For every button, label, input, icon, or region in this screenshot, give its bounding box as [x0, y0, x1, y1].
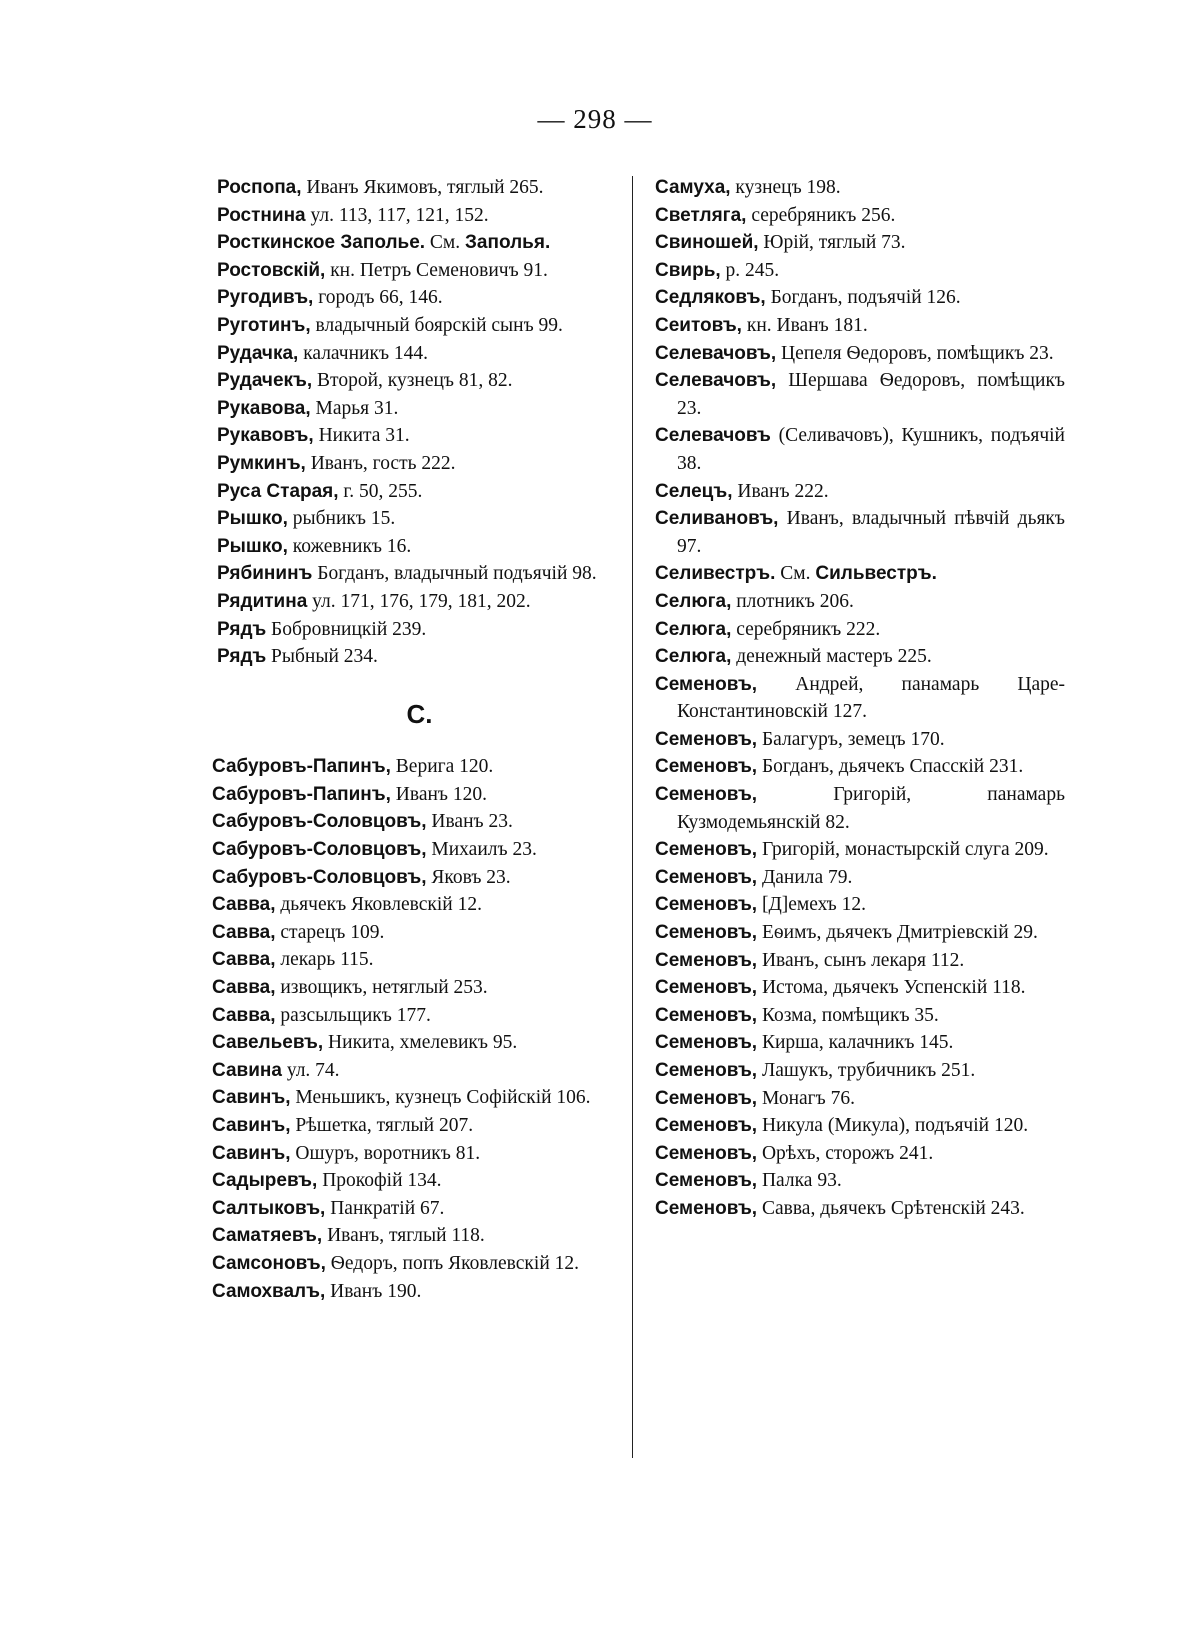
entry-text: Ѳедоръ, попъ Яковлевскій 12. — [325, 1252, 580, 1274]
entry-headword: Савва, — [212, 921, 276, 943]
entry-text: Никита, хмелевикъ 95. — [323, 1032, 518, 1054]
entry-text: Меньшикъ, кузнецъ Софійскій 106. — [290, 1087, 591, 1109]
entry-headword: Семеновъ, — [655, 839, 758, 861]
index-entry — [655, 1167, 1065, 1195]
entry-text: Марья 31. — [310, 397, 399, 419]
index-entry — [212, 1057, 622, 1085]
entry-text: разсыльщикъ 177. — [275, 1004, 431, 1026]
entry-headword: Росткинское Заполье. — [217, 232, 426, 254]
entry-headword: Семеновъ, — [655, 728, 758, 750]
index-entry — [655, 560, 1065, 588]
entry-cross-reference: Сильвестръ. — [815, 563, 937, 585]
entry-text: лекарь 115. — [275, 949, 374, 971]
index-entry — [655, 671, 1065, 726]
index-entry — [212, 891, 622, 919]
entry-headword: Семеновъ, — [655, 784, 758, 806]
entry-headword: Семеновъ, — [655, 756, 758, 778]
entry-text: Истома, дьячекъ Успенскій 118. — [757, 977, 1026, 999]
entry-headword: Семеновъ, — [655, 1170, 758, 1192]
entry-headword: Сабуровъ-Соловцовъ, — [212, 811, 427, 833]
entry-headword: Рышко, — [217, 535, 288, 557]
index-entry — [212, 753, 622, 781]
page-number: — 298 — — [537, 104, 653, 134]
index-entry — [212, 1278, 622, 1306]
right-entries — [655, 174, 1065, 1223]
entry-text: Иванъ 120. — [390, 783, 487, 805]
entry-text: владычный боярскій сынъ 99. — [310, 314, 563, 336]
index-entry — [212, 1084, 622, 1112]
entry-text: Григорій, монастырскій слуга 209. — [757, 839, 1049, 861]
column-divider — [632, 176, 633, 1458]
entry-headword: Семеновъ, — [655, 977, 758, 999]
entry-headword: Селивестръ. — [655, 563, 776, 585]
entry-text: плотникъ 206. — [731, 590, 854, 612]
entry-text: серебряникъ 222. — [731, 618, 881, 640]
entry-headword: Савинъ, — [212, 1142, 291, 1164]
index-entry — [655, 643, 1065, 671]
index-entry — [212, 781, 622, 809]
entry-text: Михаилъ 23. — [426, 839, 537, 861]
entry-text: Шершава Ѳедоровъ, помѣщикъ 23. — [677, 370, 1065, 419]
index-entry — [217, 588, 622, 616]
entry-text: Балагуръ, земецъ 170. — [757, 728, 945, 750]
entry-text: Никула (Микула), подъячій 120. — [757, 1115, 1029, 1137]
index-entry — [212, 1195, 622, 1223]
index-entry — [217, 560, 622, 588]
index-entry — [655, 478, 1065, 506]
entry-text: денежный мастеръ 225. — [731, 646, 932, 668]
index-entry — [655, 367, 1065, 422]
index-entry — [217, 505, 622, 533]
entry-headword: Самуха, — [655, 177, 731, 198]
entry-headword: Рядитина — [217, 590, 308, 612]
left-entries-bottom — [212, 753, 622, 1305]
entry-text: ул. 74. — [281, 1059, 340, 1081]
index-entry — [217, 257, 622, 285]
entry-headword: Самохвалъ, — [212, 1280, 326, 1302]
entry-text: Богданъ, подъячій 126. — [765, 287, 961, 309]
entry-text: Второй, кузнецъ 81, 82. — [312, 370, 513, 392]
index-entry — [212, 919, 622, 947]
entry-text: Юрій, тяглый 73. — [758, 232, 906, 254]
entry-headword: Селецъ, — [655, 480, 733, 502]
entry-headword: Семеновъ, — [655, 1197, 758, 1219]
entry-headword: Семеновъ, — [655, 1032, 758, 1054]
entry-text: Иванъ, тяглый 118. — [322, 1225, 485, 1247]
index-entry — [217, 312, 622, 340]
entry-text: Иванъ 190. — [325, 1280, 422, 1302]
entry-headword: Свирь, — [655, 259, 721, 281]
index-entry — [655, 229, 1065, 257]
index-entry — [655, 505, 1065, 560]
entry-text: дьячекъ Яковлевскій 12. — [275, 894, 482, 916]
entry-headword: Руса Старая, — [217, 480, 339, 502]
index-entry — [655, 340, 1065, 368]
index-entry — [655, 1140, 1065, 1168]
index-entry — [655, 1029, 1065, 1057]
entry-headword: Рядъ — [217, 618, 267, 640]
entry-headword: Савельевъ, — [212, 1032, 324, 1054]
entry-text: Яковъ 23. — [426, 866, 511, 888]
right-column — [655, 174, 1065, 1223]
entry-text: Иванъ, сынъ лекаря 112. — [757, 949, 965, 971]
index-entry — [217, 284, 622, 312]
index-entry — [655, 284, 1065, 312]
entry-headword: Савинъ, — [212, 1115, 291, 1136]
entry-text: См. — [775, 563, 816, 585]
entry-headword: Саматяевъ, — [212, 1225, 323, 1247]
entry-text: г. 50, 255. — [338, 480, 423, 502]
index-entry — [217, 340, 622, 368]
entry-text: старецъ 109. — [275, 921, 385, 943]
entry-headword: Руготинъ, — [217, 314, 311, 336]
entry-text: (Селивачовъ), Кушникъ, подъячій 38. — [677, 425, 1065, 474]
entry-text: Иванъ, гость 222. — [305, 452, 456, 474]
index-entry — [655, 781, 1065, 836]
index-entry — [212, 1112, 622, 1140]
section-letter: С. — [406, 698, 433, 729]
entry-headword: Сабуровъ-Соловцовъ, — [212, 866, 427, 888]
index-entry — [655, 753, 1065, 781]
index-entry — [655, 974, 1065, 1002]
index-entry — [217, 450, 622, 478]
index-entry — [217, 643, 622, 671]
index-entry — [212, 864, 622, 892]
entry-text: Прокофій 134. — [317, 1170, 442, 1192]
index-entry — [217, 395, 622, 423]
index-entry — [655, 422, 1065, 477]
entry-text: Иванъ 23. — [426, 811, 513, 833]
entry-headword: Савинъ, — [212, 1087, 291, 1109]
entry-headword: Савва, — [212, 949, 276, 971]
entry-headword: Селивановъ, — [655, 508, 779, 530]
entry-text: Козма, помѣщикъ 35. — [757, 1004, 939, 1026]
index-entry — [655, 836, 1065, 864]
entry-text: Кирша, калачникъ 145. — [757, 1032, 954, 1054]
index-entry — [217, 478, 622, 506]
index-entry — [212, 1029, 622, 1057]
index-entry — [655, 726, 1065, 754]
index-entry — [655, 1112, 1065, 1140]
entry-headword: Рышко, — [217, 508, 288, 530]
entry-headword: Ростовскій, — [217, 259, 326, 281]
entry-text: кожевникъ 16. — [287, 535, 412, 557]
entry-headword: Семеновъ, — [655, 1087, 758, 1109]
index-entry — [655, 1195, 1065, 1223]
index-entry — [217, 367, 622, 395]
entry-headword: Селевачовъ, — [655, 370, 777, 392]
entry-text: Еѳимъ, дьячекъ Дмитріевскій 29. — [757, 922, 1038, 944]
left-column — [212, 174, 622, 1305]
entry-headword: Сеитовъ, — [655, 314, 742, 336]
entry-headword: Самсоновъ, — [212, 1252, 326, 1274]
index-entry — [655, 864, 1065, 892]
entry-text: Богданъ, дьячекъ Спасскій 231. — [757, 756, 1024, 778]
entry-text: р. 245. — [720, 259, 780, 281]
index-entry — [655, 202, 1065, 230]
index-entry — [212, 1222, 622, 1250]
entry-text: кузнецъ 198. — [730, 177, 841, 198]
index-entry — [212, 1250, 622, 1278]
index-entry — [655, 257, 1065, 285]
entry-headword: Семеновъ, — [655, 1142, 758, 1164]
entry-text: Данила 79. — [757, 866, 853, 888]
entry-text: извощикъ, нетяглый 253. — [275, 977, 488, 999]
entry-headword: Савва, — [212, 977, 276, 999]
index-entry — [655, 1085, 1065, 1113]
entry-text: кн. Иванъ 181. — [741, 314, 868, 336]
index-entry — [217, 422, 622, 450]
entry-headword: Седляковъ, — [655, 287, 766, 309]
index-entry — [217, 202, 622, 230]
entry-headword: Селюга, — [655, 646, 732, 668]
entry-headword: Свиношей, — [655, 232, 759, 254]
entry-headword: Савва, — [212, 894, 276, 916]
entry-text: Богданъ, владычный подъячій 98. — [312, 563, 597, 585]
entry-headword: Селюга, — [655, 590, 732, 612]
index-entry — [212, 946, 622, 974]
entry-headword: Рябининъ — [217, 563, 313, 585]
entry-text: Ошуръ, воротникъ 81. — [290, 1142, 481, 1164]
entry-text: Григорій, панамарь Кузмодемьянскій 82. — [677, 784, 1065, 833]
index-entry — [655, 919, 1065, 947]
entry-headword: Семеновъ, — [655, 1060, 758, 1081]
entry-headword: Рукавова, — [217, 397, 311, 419]
entry-headword: Селевачовъ, — [655, 342, 777, 364]
entry-text: рыбникъ 15. — [287, 508, 396, 530]
entry-text: Орѣхъ, сторожъ 241. — [757, 1142, 934, 1164]
entry-text: Панкратій 67. — [325, 1197, 445, 1219]
entry-cross-reference: Заполья. — [465, 232, 551, 254]
index-entry — [212, 1002, 622, 1030]
entry-headword: Семеновъ, — [655, 866, 758, 888]
entry-headword: Семеновъ, — [655, 1115, 758, 1137]
index-entry — [212, 1140, 622, 1168]
entry-headword: Савва, — [212, 1004, 276, 1026]
index-entry — [655, 1057, 1065, 1085]
index-entry — [217, 174, 622, 202]
entry-text: Цепеля Ѳедоровъ, помѣщикъ 23. — [776, 342, 1054, 364]
entry-headword: Ростнина — [217, 204, 306, 226]
entry-headword: Ругодивъ, — [217, 287, 314, 309]
entry-text: Рѣшетка, тяглый 207. — [290, 1115, 474, 1136]
entry-text: Верига 120. — [390, 756, 494, 778]
index-entry — [212, 808, 622, 836]
index-entry — [217, 616, 622, 644]
entry-headword: Светляга, — [655, 204, 747, 226]
left-entries-top — [217, 174, 622, 671]
index-entry — [655, 616, 1065, 644]
entry-headword: Рудачка, — [217, 342, 299, 364]
entry-headword: Селевачовъ — [655, 425, 771, 447]
index-entry — [655, 1002, 1065, 1030]
entry-text: [Д]емехъ 12. — [757, 894, 866, 916]
index-entry — [212, 836, 622, 864]
index-entry — [655, 947, 1065, 975]
entry-text: Лашукъ, трубичникъ 251. — [757, 1060, 976, 1081]
entry-headword: Семеновъ, — [655, 922, 758, 944]
entry-text: Андрей, панамарь Царе-Константиновскій 127. — [677, 673, 1065, 723]
index-entry — [217, 229, 622, 257]
entry-headword: Сабуровъ-Папинъ, — [212, 783, 391, 805]
entry-text: Иванъ Якимовъ, тяглый 265. — [301, 177, 544, 198]
entry-headword: Семеновъ, — [655, 1004, 758, 1026]
entry-headword: Румкинъ, — [217, 452, 306, 474]
entry-headword: Семеновъ, — [655, 673, 758, 695]
entry-text: Монагъ 76. — [757, 1087, 855, 1109]
index-entry — [655, 312, 1065, 340]
index-entry — [655, 891, 1065, 919]
entry-text: Иванъ, владычный пѣвчій дьякъ 97. — [677, 508, 1065, 557]
index-entry — [212, 1167, 622, 1195]
entry-headword: Салтыковъ, — [212, 1197, 326, 1219]
index-entry — [655, 174, 1065, 202]
entry-headword: Роспопа, — [217, 177, 302, 198]
index-entry — [655, 588, 1065, 616]
entry-headword: Савина — [212, 1059, 282, 1081]
entry-text: Савва, дьячекъ Срѣтенскій 243. — [757, 1197, 1025, 1219]
entry-text: Никита 31. — [313, 425, 410, 447]
entry-text: ул. 171, 176, 179, 181, 202. — [307, 590, 531, 612]
entry-headword: Рукавовъ, — [217, 425, 314, 447]
entry-headword: Семеновъ, — [655, 894, 758, 916]
entry-text: См. — [425, 232, 466, 254]
entry-text: серебряникъ 256. — [746, 204, 896, 226]
entry-headword: Садыревъ, — [212, 1170, 318, 1192]
index-entry — [217, 533, 622, 561]
entry-headword: Семеновъ, — [655, 949, 758, 971]
entry-text: Бобровницкій 239. — [266, 618, 427, 640]
entry-headword: Селюга, — [655, 618, 732, 640]
entry-headword: Рудачекъ, — [217, 370, 313, 392]
index-entry — [212, 974, 622, 1002]
entry-text: Палка 93. — [757, 1170, 842, 1192]
entry-text: ул. 113, 117, 121, 152. — [305, 204, 489, 226]
entry-headword: Сабуровъ-Соловцовъ, — [212, 839, 427, 861]
entry-text: городъ 66, 146. — [313, 287, 443, 309]
entry-headword: Сабуровъ-Папинъ, — [212, 756, 391, 778]
entry-text: Рыбный 234. — [266, 646, 378, 668]
entry-text: кн. Петръ Семеновичъ 91. — [325, 259, 548, 281]
entry-text: Иванъ 222. — [732, 480, 829, 502]
entry-headword: Рядъ — [217, 646, 267, 668]
entry-text: калачникъ 144. — [298, 342, 429, 364]
